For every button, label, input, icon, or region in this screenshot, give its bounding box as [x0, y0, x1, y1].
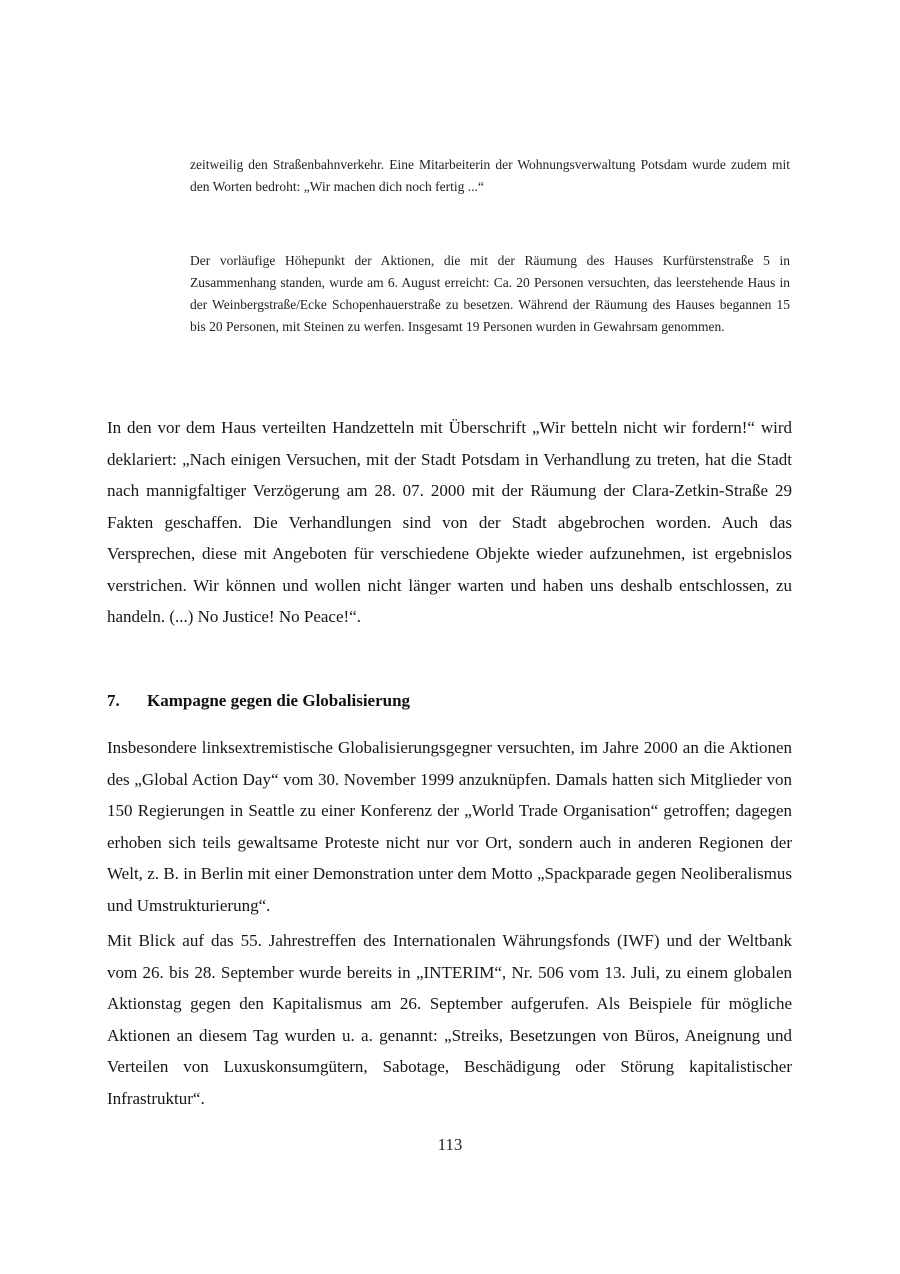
section-heading — [107, 690, 410, 712]
page-number: 113 — [437, 1135, 463, 1154]
section-title: Kampagne gegen die Globalisierung — [147, 691, 411, 710]
section-number: 7. — [107, 691, 120, 710]
quote-paragraph: Der vorläufige Höhepunkt der Aktionen, die mit der Räumung des Hauses Kurfürstenstraße 5 in Zusammenhang standen, wurde am 6. August erreicht: Ca. 20 Personen versuchten, das leerstehende Haus in der Weinbergstraße/Ecke Schopenhauerstraße zu besetzen. Während der Räumung des Hauses begannen 15 bis 20 Personen, mit Steinen zu werfen. Insgesamt 19 Personen wurden in Gewahrsam genommen. — [190, 253, 790, 334]
quote-paragraph: zeitweilig den Straßenbahnverkehr. Eine Mitarbeiterin der Wohnungsverwaltung Potsdam wurde zudem mit den Worten bedroht: „Wir machen dich noch fertig ...“ — [190, 157, 790, 194]
body-paragraph: Mit Blick auf das 55. Jahrestreffen des Internationalen Währungsfonds (IWF) und der Weltbank vom 26. bis 28. September wurde bereits in „INTERIM“, Nr. 506 vom 13. Juli, zu einem globalen Aktionstag gegen den Kapitalismus am 26. September aufgerufen. Als Beispiele für mögliche Aktionen an diesem Tag wurden u. a. genannt: „Streiks, Besetzungen von Büros, Aneignung und Verteilen von Luxuskonsumgütern, Sabotage, Beschädigung oder Störung kapitalistischer Infrastruktur“. — [107, 931, 792, 1108]
body-paragraph: In den vor dem Haus verteilten Handzetteln mit Überschrift „Wir betteln nicht wir fordern!“ wird deklariert: „Nach einigen Versuchen, mit der Stadt Potsdam in Verhandlung zu treten, hat die Stadt nach mannigfaltiger Verzögerung am 28. 07. 2000 mit der Räumung der Clara-Zetkin-Straße 29 Fakten geschaffen. Die Verhandlungen sind von der Stadt abgebrochen worden. Auch das Versprechen, diese mit Angeboten für verschiedene Objekte wieder aufzunehmen, ist ergebnislos verstrichen. Wir können und wollen nicht länger warten und haben uns deshalb entschlossen, zu handeln. (...) No Justice! No Peace!“. — [107, 418, 792, 626]
body-paragraph: Insbesondere linksextremistische Globalisierungsgegner versuchten, im Jahre 2000 an die Aktionen des „Global Action Day“ vom 30. November 1999 anzuknüpfen. Damals hatten sich Mitglieder von 150 Regierungen in Seattle zu einer Konferenz der „World Trade Organisation“ getroffen; dagegen erhoben sich teils gewaltsame Proteste nicht nur vor Ort, sondern auch in anderen Regionen der Welt, z. B. in Berlin mit einer Demonstration unter dem Motto „Spackparade gegen Neoliberalismus und Umstrukturierung“. — [107, 738, 792, 915]
